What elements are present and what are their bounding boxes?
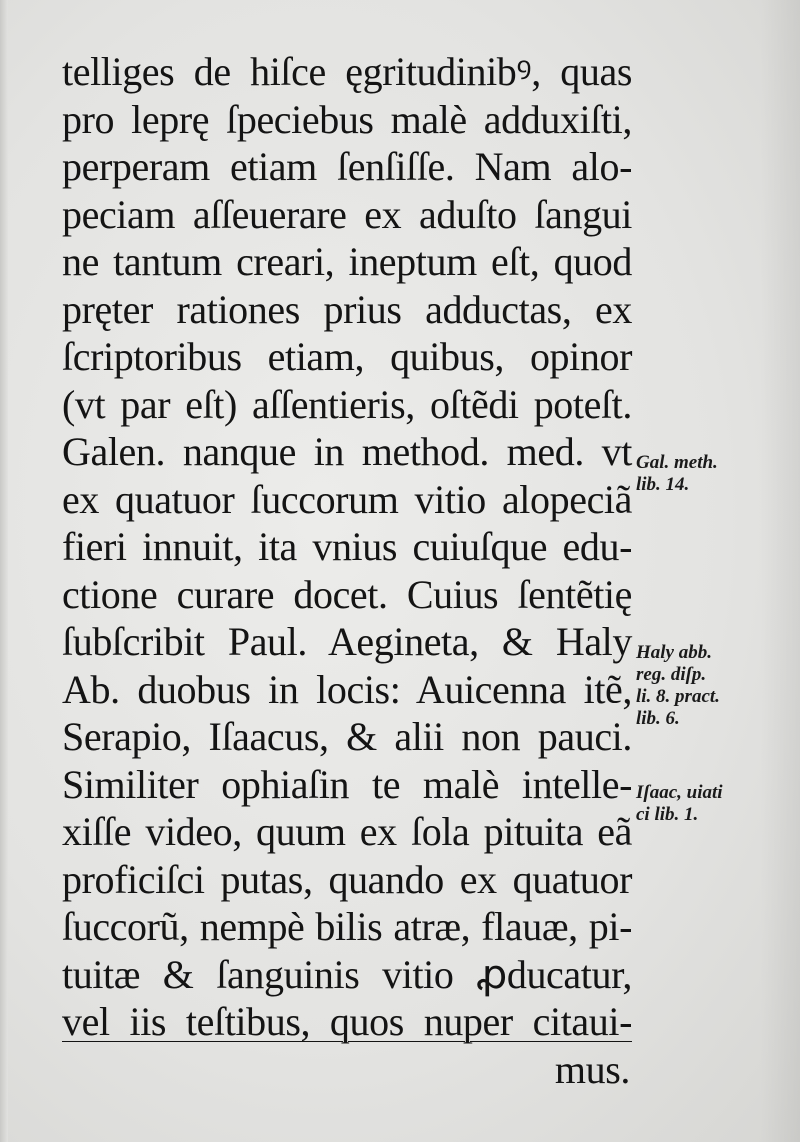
page-gutter-shadow: [0, 0, 8, 1142]
text-line: tuitæ & ſanguinis vitio ꝓducatur,: [62, 951, 632, 997]
text-line: ex quatuor ſuccorum vitio alopeciã: [62, 476, 632, 522]
text-line: Serapio, Iſaacus, & alii non pauci.: [62, 714, 632, 759]
marginal-note-galen: [636, 452, 718, 496]
marginal-note-isaac: [636, 782, 723, 826]
text-line: pro leprę ſpeciebus malè adduxiſti,: [62, 96, 632, 142]
marginal-note-line: li. 8. pract.: [636, 686, 720, 707]
text-line: ctione curare docet. Cuius ſentẽtię: [62, 571, 632, 617]
main-text-block: [62, 48, 632, 1093]
marginal-note-haly: [636, 642, 720, 730]
text-line: peciam aſſeuerare ex aduſto ſangui: [62, 191, 632, 237]
text-line: fieri innuit, ita vnius cuiuſque edu-: [62, 524, 632, 569]
marginal-note-line: Haly abb.: [636, 642, 712, 663]
marginal-note-line: lib. 6.: [636, 708, 680, 729]
marginal-note-line: ci lib. 1.: [636, 804, 699, 825]
marginal-note-line: Iſaac, uiati: [636, 782, 723, 803]
text-line: vel iis teſtibus, quos nuper citaui-: [62, 999, 632, 1044]
text-line: Galen. nanque in method. med. vt: [62, 429, 632, 474]
text-line: Similiter ophiaſin te malè intelle-: [62, 761, 632, 807]
text-line: ſuccorũ, nempè bilis atræ, flauæ, pi-: [62, 904, 632, 949]
text-line: ſubſcribit Paul. Aegineta, & Haly: [62, 619, 632, 664]
text-line: telliges de hiſce ęgritudinibꝰ, quas: [62, 49, 632, 94]
catchword: mus.: [554, 1046, 630, 1092]
text-line: pręter rationes prius adductas, ex: [62, 286, 632, 332]
page-edge-shadow: [760, 0, 800, 1142]
text-line: ne tantum creari, ineptum eſt, quod: [62, 239, 632, 284]
marginal-note-line: Gal. meth.: [636, 452, 718, 473]
text-line: ſcriptoribus etiam, quibus, opinor: [62, 334, 632, 379]
marginal-note-line: lib. 14.: [636, 474, 690, 495]
text-line: (vt par eſt) aſſentieris, oſtẽdi poteſt.: [62, 381, 632, 427]
text-line: proficiſci putas, quando ex quatuor: [62, 856, 632, 902]
text-line: xiſſe video, quum ex ſola pituita eã: [62, 809, 632, 854]
marginal-note-line: reg. diſp.: [636, 664, 707, 685]
text-line: perperam etiam ſenſiſſe. Nam alo-: [62, 144, 632, 189]
text-line: Ab. duobus in locis: Auicenna itẽ,: [62, 666, 632, 712]
